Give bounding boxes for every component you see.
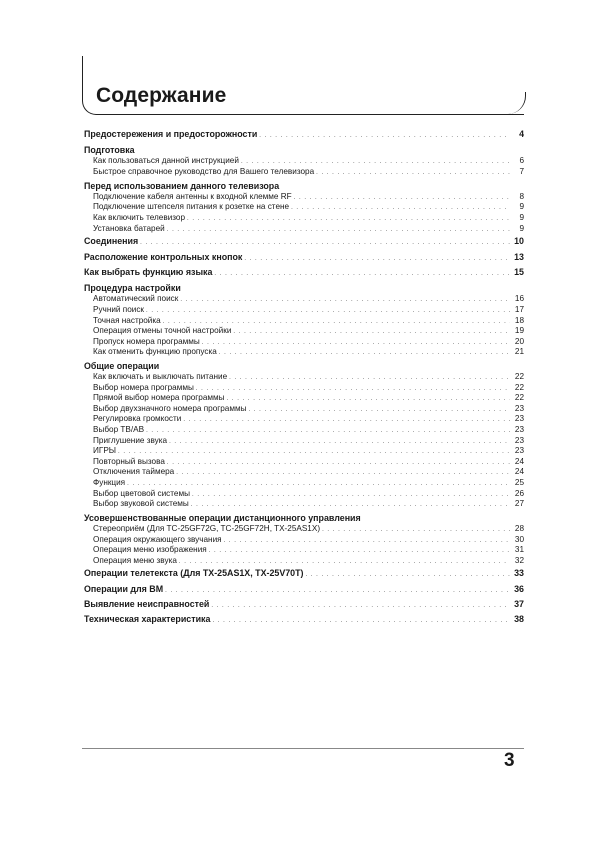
- toc-page-number: 24: [514, 456, 524, 466]
- dot-leader: [214, 267, 510, 282]
- dot-leader: [146, 306, 510, 317]
- toc-subentry[interactable]: [84, 213, 524, 224]
- toc-entry-label: Операция меню звука: [93, 555, 177, 565]
- dot-leader: [118, 447, 510, 458]
- dot-leader: [227, 394, 510, 405]
- toc-entry-label: Выбор двухзначного номера программы: [93, 403, 247, 413]
- toc-subentry[interactable]: [84, 436, 524, 447]
- dot-leader: [322, 525, 510, 536]
- toc-entry-label: Как отменить функцию пропуска: [93, 347, 217, 357]
- toc-page-number: 20: [514, 336, 524, 346]
- toc-subentry[interactable]: [84, 337, 524, 348]
- toc-entry-label: Точная настройка: [93, 315, 161, 325]
- toc-entry-label: Как включить телевизор: [93, 213, 186, 223]
- toc-subentry[interactable]: [84, 372, 524, 383]
- toc-entry-label: Отключения таймера: [93, 467, 175, 477]
- toc-entry-label: Соединения: [84, 236, 139, 247]
- dot-leader: [167, 458, 510, 469]
- toc-page-number: 10: [514, 236, 524, 247]
- toc-page-number: 19: [514, 326, 524, 336]
- toc-entry-label: Быстрое справочное руководство для Вашего телевизора: [93, 167, 315, 177]
- toc-page-number: 8: [519, 191, 524, 201]
- dot-leader: [229, 373, 510, 384]
- toc-page-number: 15: [514, 266, 524, 277]
- dot-leader: [169, 437, 510, 448]
- toc-entry-label: Операция меню изображения: [93, 545, 207, 555]
- toc-entry-label: Операции телетекста (Для TX-25AS1X, TX-25V70T): [84, 568, 304, 579]
- dot-leader: [167, 225, 510, 236]
- toc-subentry[interactable]: [84, 202, 524, 213]
- dot-leader: [212, 614, 510, 629]
- dot-leader: [294, 193, 510, 204]
- toc-subentry[interactable]: [84, 167, 524, 178]
- toc-entry-label: Регулировка громкости: [93, 414, 182, 424]
- dot-leader: [219, 348, 510, 359]
- toc-page-number: 32: [514, 555, 524, 565]
- toc-entry-label: Как выбрать функцию языка: [84, 266, 213, 277]
- toc-entry-label: Расположение контрольных кнопок: [84, 251, 243, 262]
- dot-leader: [224, 536, 510, 547]
- toc-page-number: 27: [514, 499, 524, 509]
- dot-leader: [165, 584, 510, 599]
- toc-entry-label: Повторный вызова: [93, 456, 165, 466]
- toc-page-number: 13: [514, 251, 524, 262]
- dot-leader: [202, 338, 510, 349]
- dot-leader: [211, 599, 510, 614]
- toc-entry-label: Функция: [93, 478, 126, 487]
- toc-entry-label: Выбор ТВ/АВ: [93, 425, 145, 435]
- toc-entry-label: Техническая характеристика: [84, 614, 211, 625]
- toc-entry-label: Операция отмены точной настройки: [93, 326, 232, 336]
- toc-page-number: 28: [514, 523, 524, 533]
- toc-entry-label: Процедура настройки: [84, 283, 181, 294]
- toc-entry-label: Подключение кабеля антенны к входной клемме RF: [93, 191, 292, 201]
- toc-subentry[interactable]: [84, 535, 524, 546]
- toc-entry[interactable]: [84, 566, 524, 581]
- toc-page-number: 22: [514, 382, 524, 392]
- dot-leader: [291, 203, 510, 214]
- toc-page-number: 36: [514, 583, 524, 594]
- page-number: 3: [504, 750, 515, 771]
- toc-subentry[interactable]: [84, 192, 524, 203]
- toc-page-number: 17: [514, 304, 524, 314]
- toc-entry[interactable]: [84, 612, 524, 627]
- toc-page-number: 23: [514, 414, 524, 424]
- toc-page-number: 23: [514, 425, 524, 435]
- toc-page-number: 26: [514, 488, 524, 498]
- toc-page-number: 25: [514, 478, 524, 487]
- toc-page-number: 22: [514, 372, 524, 382]
- toc-section-heading[interactable]: [84, 361, 524, 372]
- toc-entry-label: Установка батарей: [93, 223, 165, 233]
- toc-entry-label: Прямой выбор номера программы: [93, 393, 225, 403]
- toc-page-number: 22: [514, 393, 524, 403]
- toc-page-number: 23: [514, 446, 524, 456]
- dot-leader: [233, 327, 510, 338]
- toc-page-number: 21: [514, 347, 524, 357]
- dot-leader: [209, 546, 510, 557]
- toc-subentry[interactable]: [84, 499, 524, 510]
- dot-leader: [180, 295, 510, 306]
- toc-subentry[interactable]: [84, 316, 524, 327]
- toc-entry-label: Выбор номера программы: [93, 382, 194, 392]
- toc-page-number: 23: [514, 435, 524, 445]
- toc-entry[interactable]: [84, 127, 524, 142]
- dot-leader: [187, 214, 510, 225]
- toc-entry-label: Общие операции: [84, 360, 160, 371]
- toc-subentry[interactable]: [84, 383, 524, 394]
- toc-entry-label: Выбор звуковой системы: [93, 499, 189, 509]
- toc-entry[interactable]: [84, 265, 524, 280]
- toc-entry-label: Предостережения и предосторожности: [84, 129, 258, 139]
- toc-subentry[interactable]: [84, 556, 524, 567]
- toc-entry[interactable]: [84, 250, 524, 265]
- toc-subentry[interactable]: [84, 305, 524, 316]
- toc-entry-label: Как пользоваться данной инструкцией: [93, 156, 239, 166]
- dot-leader: [316, 168, 510, 179]
- dot-leader: [259, 129, 510, 144]
- toc-entry-label: Как включать и выключать питание: [93, 372, 228, 382]
- toc-subentry[interactable]: [84, 326, 524, 337]
- toc-page-number: 38: [514, 614, 524, 625]
- toc-entry-label: Операция окружающего звучания: [93, 534, 222, 544]
- dot-leader: [146, 426, 510, 437]
- toc-subentry[interactable]: [84, 404, 524, 415]
- toc-subentry[interactable]: [84, 414, 524, 425]
- toc-subentry[interactable]: [84, 467, 524, 478]
- toc-page-number: 7: [519, 167, 524, 177]
- toc-subentry[interactable]: [84, 489, 524, 500]
- toc-subentry[interactable]: [84, 545, 524, 556]
- toc-subentry[interactable]: [84, 478, 524, 489]
- toc-page-number: 23: [514, 403, 524, 413]
- toc-subentry[interactable]: [84, 457, 524, 468]
- dot-leader: [196, 384, 510, 395]
- toc-page-number: 18: [514, 315, 524, 325]
- toc-section-heading[interactable]: [84, 145, 524, 156]
- dot-leader: [191, 500, 510, 511]
- toc-entry-label: Подключение штепселя питания к розетке на стене: [93, 202, 290, 212]
- dot-leader: [244, 252, 510, 267]
- dot-leader: [249, 405, 511, 416]
- toc-entry-label: Ручний поиск: [93, 304, 144, 314]
- dot-leader: [183, 415, 510, 426]
- toc-entry-label: Операции для ВМ: [84, 583, 164, 594]
- footer-divider: [82, 748, 524, 749]
- toc-entry-label: Пропуск номера программы: [93, 336, 200, 346]
- toc-entry-label: Приглушение звука: [93, 435, 168, 445]
- toc-page-number: 9: [519, 202, 524, 212]
- toc-page-number: 30: [514, 534, 524, 544]
- toc-page-number: 9: [519, 223, 524, 233]
- dot-leader: [192, 490, 510, 501]
- toc-subentry[interactable]: [84, 224, 524, 235]
- toc-subentry[interactable]: [84, 347, 524, 358]
- toc-section-heading[interactable]: [84, 513, 524, 524]
- toc-subentry[interactable]: [84, 294, 524, 305]
- toc-entry-label: Подготовка: [84, 145, 135, 156]
- toc-page-number: 37: [514, 598, 524, 609]
- toc-page-number: 24: [514, 467, 524, 477]
- toc-entry-label: ИГРЫ: [93, 446, 117, 456]
- dot-leader: [176, 468, 510, 479]
- toc-entry-label: Стереоприём (Для TC-25GF72G, TC-25GF72H, TX-25AS1X): [93, 523, 321, 533]
- toc-subentry[interactable]: [84, 425, 524, 436]
- toc-section-heading[interactable]: [84, 283, 524, 294]
- toc-subentry[interactable]: [84, 446, 524, 457]
- dot-leader: [305, 568, 510, 583]
- toc-entry[interactable]: [84, 234, 524, 249]
- toc-entry-label: Перед использованием данного телевизора: [84, 180, 280, 191]
- toc-page-number: 33: [514, 568, 524, 579]
- toc-entry-label: Автоматический поиск: [93, 294, 179, 304]
- table-of-contents: [84, 127, 524, 628]
- toc-entry-label: Выбор цветовой системы: [93, 488, 191, 498]
- toc-entry[interactable]: [84, 597, 524, 612]
- toc-entry-label: Выявление неисправностей: [84, 598, 210, 609]
- toc-page-number: 16: [514, 294, 524, 304]
- toc-page-number: 4: [519, 129, 524, 139]
- toc-subentry[interactable]: [84, 524, 524, 535]
- toc-entry-label: Усовершенствованные операции дистанционного управления: [84, 512, 361, 523]
- toc-page-number: 9: [519, 213, 524, 223]
- toc-page-number: 31: [514, 545, 524, 555]
- toc-entry[interactable]: [84, 582, 524, 597]
- page-title: Содержание: [96, 84, 227, 107]
- toc-subentry[interactable]: [84, 393, 524, 404]
- toc-section-heading[interactable]: [84, 181, 524, 192]
- toc-subentry[interactable]: [84, 156, 524, 167]
- toc-page-number: 6: [519, 156, 524, 166]
